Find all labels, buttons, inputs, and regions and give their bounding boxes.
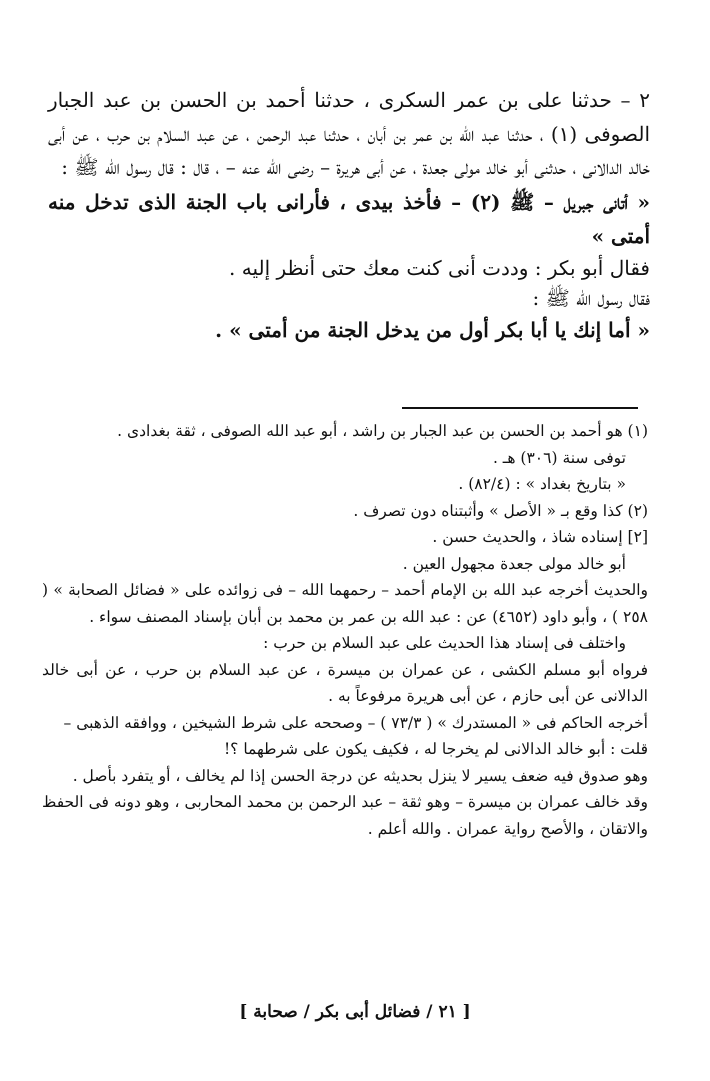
takhrij-note-hakim: أخرجه الحاكم فى « المستدرك » ( ٧٣/٣ ) – وصححه على شرط الشيخين ، ووافقه الذهبى – xyxy=(63,713,648,732)
takhrij-note-comment: قلت : أبو خالد الدالانى لم يخرجا له ، فكيف يكون على شرطهما ؟! xyxy=(223,740,648,758)
takhrij-note-narrator: أبو خالد مولى جعدة مجهول العين . xyxy=(402,554,626,573)
hadith-matn-line-2: « أما إنك يا أبا بكر أول من يدخل الجنة من أمتى » . xyxy=(215,317,650,342)
takhrij-note-sources: والحديث أخرجه عبد الله بن الإمام أحمد – رحمهما الله – فى زوائده على « فضائل الصحابة » ( ٢٥٨ ) ، وأبو داود (٤٦٥٢) عن : عبد الله بن عمر بن محمد بن أبان بإسناد المصنف سواء . xyxy=(42,581,648,626)
hadith-matn-line: « أتانى جبريل – ﷺ (٢) – فأخذ بيدى ، فأرانى باب الجنة الذى تدخل منه أمتى » xyxy=(48,189,650,248)
footnote-1: (١) هو أحمد بن الحسن بن عبد الجبار بن راشد ، أبو عبد الله الصوفى ، ثقة بغدادى . xyxy=(117,422,648,440)
footnote-2: (٢) كذا وقع بـ « الأصل » وأثبتناه دون تصرف . xyxy=(353,501,648,520)
main-text-block xyxy=(48,84,650,347)
footnote-1-reference: « بتاريخ بغداد » : (٨٢/٤) . xyxy=(458,475,626,493)
takhrij-note-alt-chain: فرواه أبو مسلم الكشى ، عن عمران بن ميسرة ، عن عبد السلام بن حرب ، عن أبى خالد الدالانى عن أبى حازم ، عن أبى هريرة مرفوعاً به . xyxy=(42,660,648,705)
page-footer: [ ٢١ / فضائل أبى بكر / صحابة ] xyxy=(239,1002,471,1022)
takhrij-note-disagreement: واختلف فى إسناد هذا الحديث على عبد السلام بن حرب : xyxy=(263,634,626,652)
hadith-isnad-paragraph: ٢ – حدثنا على بن عمر السكرى ، حدثنا أحمد بن الحسن بن عبد الجبار الصوفى (١) ، حدثنا عبد الله بن عمر بن أبان ، حدثنا عبد الرحمن ، عن عبد السلام بن حرب ، عن أبى خالد الدالانى ، حدثنى أبو خالد مولى جعدة ، عن أبى هريرة – رضى الله عنه – ، قال : قال رسول الله ﷺ : xyxy=(48,88,650,179)
takhrij-note-conclusion: وقد خالف عمران بن ميسرة – وهو ثقة – عبد الرحمن بن محمد المحاربى ، وهو دونه فى الحفظ والاتقان ، والأصح رواية عمران . والله أعلم . xyxy=(42,793,648,838)
footnotes-block xyxy=(42,418,648,842)
prophet-reply-intro-line: فقال رسول الله ﷺ : xyxy=(532,285,650,310)
footnote-1-death-year: توفى سنة (٣٠٦) هـ . xyxy=(492,448,626,467)
takhrij-heading: [٢] إسناده شاذ ، والحديث حسن . xyxy=(432,528,648,546)
footnote-divider xyxy=(402,407,638,409)
abu-bakr-reply-line: فقال أبو بكر : وددت أنى كنت معك حتى أنظر إليه . xyxy=(229,255,650,280)
takhrij-note-grading: وهو صدوق فيه ضعف يسير لا ينزل بحديثه عن درجة الحسن إذا لم يخالف ، أو يتفرد بأصل . xyxy=(72,766,648,785)
